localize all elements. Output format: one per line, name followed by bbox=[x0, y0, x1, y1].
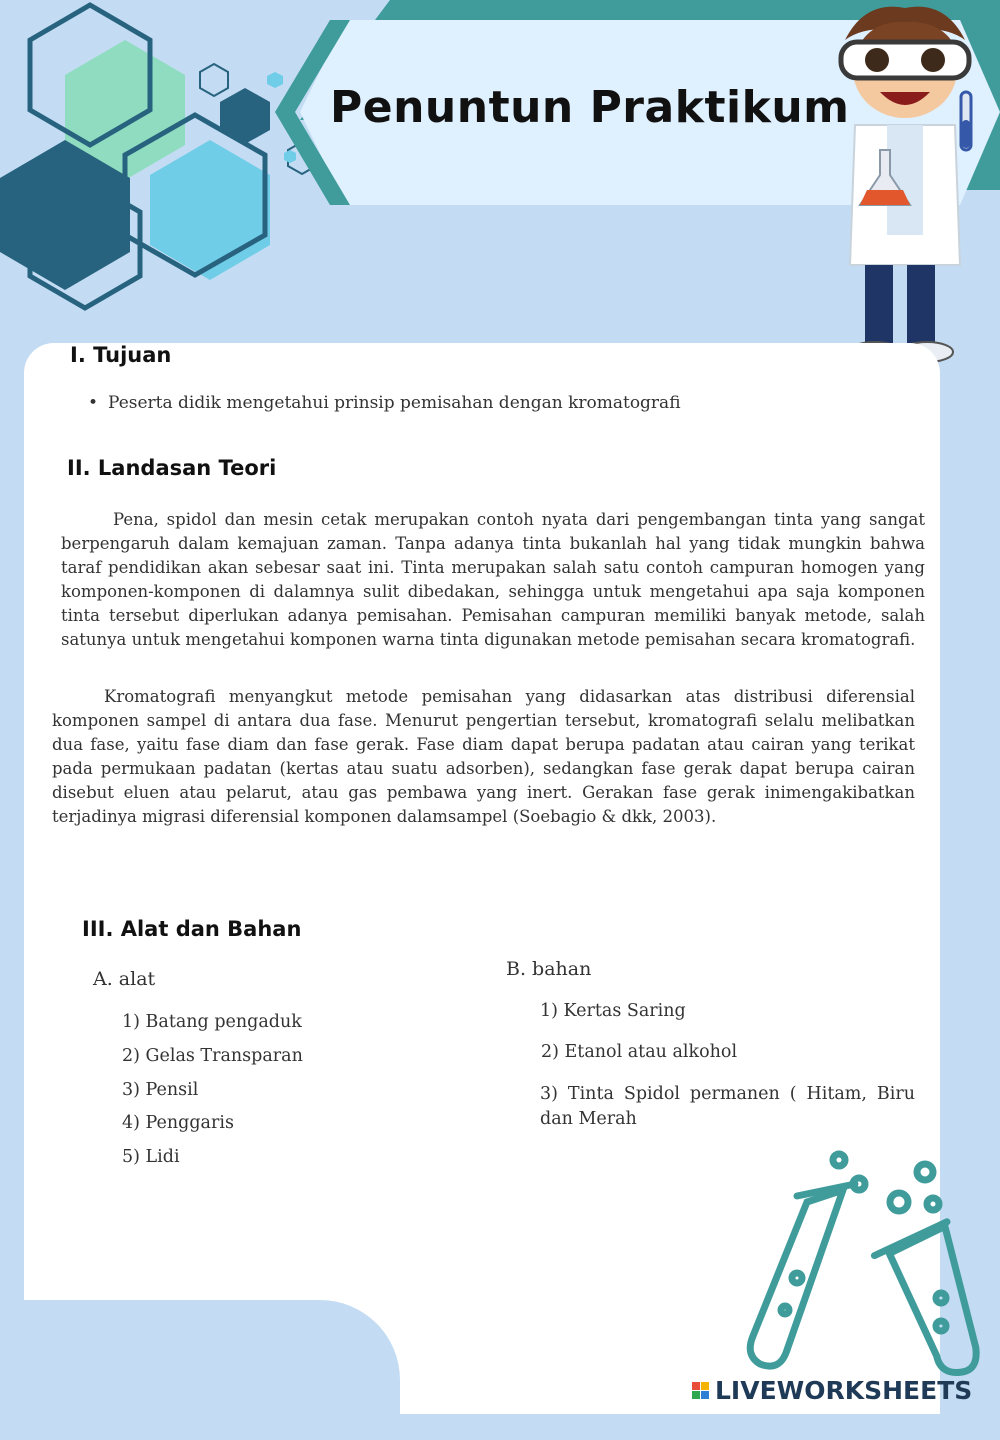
section-heading-alat-bahan: III. Alat dan Bahan bbox=[82, 917, 302, 941]
list-item: 5) Lidi bbox=[122, 1147, 180, 1167]
scientist-illustration bbox=[825, 0, 985, 365]
paragraph-theory-2: Kromatografi menyangkut metode pemisahan yang didasarkan atas distribusi diferensial komponen sampel di antara dua fase. Menurut pengertian tersebut, kromatografi selalu melibatkan dua fase, yaitu fase diam dan fase gerak. Fase diam dapat berupa padatan atau cairan yang terikat pada permukaan padatan (kertas atau suatu adsorben), sedangkan fase gerak dapat berupa cairan disebut eluen atau pelarut, atau gas pembawa yang inert. Gerakan fase gerak inimengakibatkan terjadinya migrasi diferensial komponen dalamsampel (Soebagio & dkk, 2003). bbox=[52, 687, 915, 826]
brand-text: LIVEWORKSHEETS bbox=[715, 1376, 973, 1405]
list-item: 1) Kertas Saring bbox=[540, 1001, 686, 1021]
corner-decoration bbox=[0, 1300, 400, 1440]
list-item: 3) Pensil bbox=[122, 1080, 199, 1100]
section-heading-landasan-teori: II. Landasan Teori bbox=[67, 456, 277, 480]
liveworksheets-logo[interactable] bbox=[692, 1376, 972, 1405]
page-title: Penuntun Praktikum bbox=[330, 82, 850, 133]
test-tubes-icon bbox=[735, 1150, 995, 1380]
paragraph-theory-1: Pena, spidol dan mesin cetak merupakan contoh nyata dari pengembangan tinta yang sangat berpengaruh dalam kemajuan zaman. Tanpa adanya tinta bukanlah hal yang tidak mungkin bahwa taraf pendidikan akan sebesar saat ini. Tinta merupakan salah satu contoh campuran homogen yang komponen-komponen di dalamnya sulit dibedakan, sehingga untuk mengetahui apa saja komponen tinta tersebut diperlukan adanya pemisahan. Pemisahan campuran memiliki banyak metode, salah satunya untuk mengetahui komponen warna tinta digunakan metode pemisahan secara kromatografi. bbox=[61, 510, 925, 649]
section-heading-tujuan: I. Tujuan bbox=[70, 343, 172, 367]
alat-label: A. alat bbox=[93, 968, 156, 990]
list-item: 4) Penggaris bbox=[122, 1113, 234, 1133]
list-item: 2) Etanol atau alkohol bbox=[541, 1042, 738, 1062]
list-item: 1) Batang pengaduk bbox=[122, 1012, 302, 1032]
list-item: 3) Tinta Spidol permanen ( Hitam, Biru dan Merah bbox=[540, 1084, 915, 1129]
list-item: 2) Gelas Transparan bbox=[122, 1046, 303, 1066]
list-item: • Peserta didik mengetahui prinsip pemisahan dengan kromatografi bbox=[88, 393, 681, 413]
liveworksheets-logo-icon bbox=[692, 1382, 709, 1399]
bahan-label: B. bahan bbox=[506, 958, 592, 980]
